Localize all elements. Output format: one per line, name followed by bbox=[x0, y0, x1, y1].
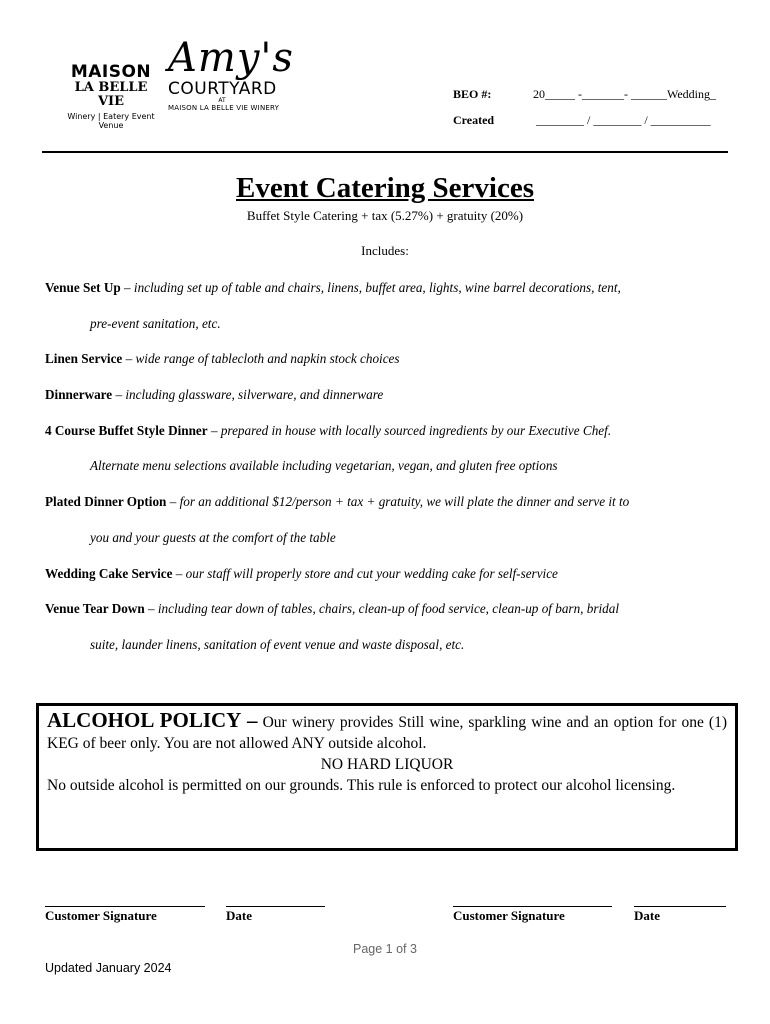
includes-label: Includes: bbox=[361, 243, 409, 258]
service-venue-set-up-cont: pre-event sanitation, etc. bbox=[90, 316, 221, 331]
logo-tagline: Winery | Eatery Event Venue bbox=[67, 112, 155, 130]
page-number: Page 1 of 3 bbox=[353, 942, 417, 956]
logo-winery-text: MAISON LA BELLE VIE WINERY bbox=[168, 104, 280, 112]
created-label: Created bbox=[453, 113, 495, 127]
logo-amys-script: Amy's bbox=[168, 35, 294, 81]
customer-signature-label-2: Customer Signature bbox=[453, 908, 565, 923]
date-label-1: Date bbox=[226, 908, 252, 923]
service-tear-down: Venue Tear Down – including tear down of tables, chairs, clean-up of food service, clean-up of barn, bridal bbox=[45, 601, 619, 616]
logo-at-text: AT bbox=[218, 97, 226, 104]
page-subtitle: Buffet Style Catering + tax (5.27%) + gratuity (20%) bbox=[246, 208, 524, 223]
date-label-2: Date bbox=[634, 908, 660, 923]
date-line-1[interactable] bbox=[226, 906, 325, 907]
service-buffet-dinner: 4 Course Buffet Style Dinner – prepared in house with locally sourced ingredients by our Executive Chef. bbox=[45, 423, 612, 438]
alcohol-policy-box bbox=[36, 703, 738, 851]
logo-la-belle-vie-text: LA BELLE VIE bbox=[74, 80, 148, 109]
page-title: Event Catering Services bbox=[236, 172, 534, 204]
header-divider bbox=[42, 151, 728, 153]
logo-courtyard-text: COURTYARD bbox=[168, 79, 277, 99]
alcohol-policy-text-1: ALCOHOL POLICY – Our winery provides Still wine, sparkling wine and an option for one (1) KEG of beer only. You are not allowed ANY outside alcohol. bbox=[47, 708, 727, 752]
customer-signature-label-1: Customer Signature bbox=[45, 908, 157, 923]
customer-signature-line-2[interactable] bbox=[453, 906, 612, 907]
service-wedding-cake: Wedding Cake Service – our staff will properly store and cut your wedding cake for self-service bbox=[45, 566, 558, 581]
beo-field[interactable]: 20_____ -_______- ______Wedding_ bbox=[533, 87, 717, 101]
service-dinnerware: Dinnerware – including glassware, silverware, and dinnerware bbox=[45, 387, 384, 402]
no-hard-liquor-text: NO HARD LIQUOR bbox=[320, 756, 454, 773]
service-tear-down-cont: suite, launder linens, sanitation of event venue and waste disposal, etc. bbox=[90, 637, 465, 652]
beo-label: BEO #: bbox=[453, 87, 492, 101]
service-plated-dinner-cont: you and your guests at the comfort of the table bbox=[90, 530, 336, 545]
service-buffet-dinner-cont: Alternate menu selections available including vegetarian, vegan, and gluten free options bbox=[90, 458, 558, 473]
alcohol-policy-heading: ALCOHOL POLICY – bbox=[47, 708, 258, 732]
customer-signature-line-1[interactable] bbox=[45, 906, 205, 907]
created-date-field[interactable]: ________ / ________ / __________ bbox=[536, 113, 711, 127]
service-plated-dinner: Plated Dinner Option – for an additional $12/person + tax + gratuity, we will plate the dinner and serve it to bbox=[45, 494, 630, 509]
amys-courtyard-logo bbox=[168, 36, 303, 113]
service-venue-set-up: Venue Set Up – including set up of table and chairs, linens, buffet area, lights, wine barrel decorations, tent, bbox=[45, 280, 621, 295]
date-line-2[interactable] bbox=[634, 906, 726, 907]
maison-la-belle-vie-logo bbox=[63, 64, 159, 130]
logo-maison-text: MAISON bbox=[70, 62, 152, 82]
updated-date: Updated January 2024 bbox=[45, 961, 172, 975]
alcohol-policy-text-2: No outside alcohol is permitted on our grounds. This rule is enforced to protect our alcohol licensing. bbox=[47, 777, 676, 794]
service-linen: Linen Service – wide range of tablecloth and napkin stock choices bbox=[45, 351, 400, 366]
